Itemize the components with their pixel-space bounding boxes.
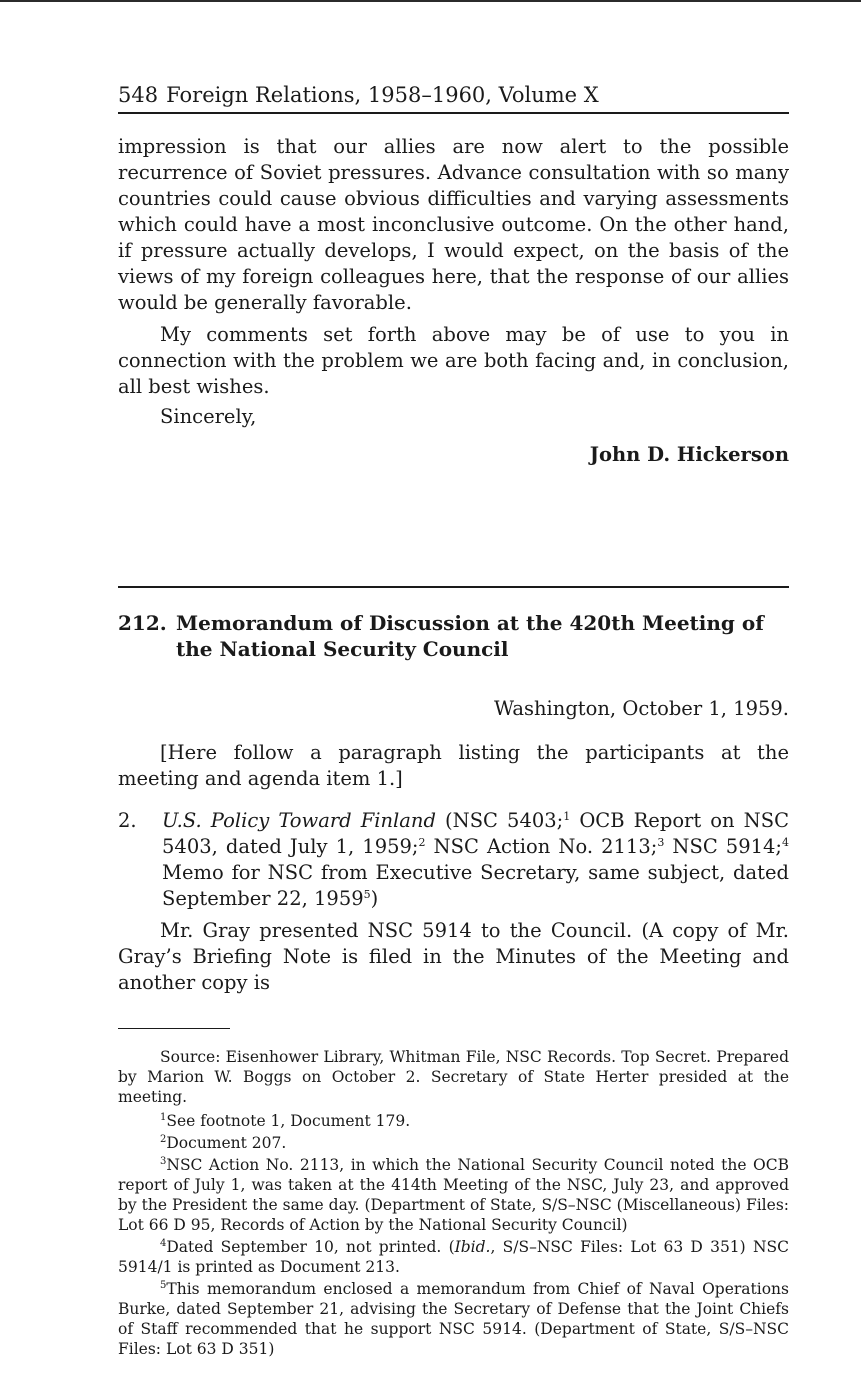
agenda-item-segment: Memo for NSC from Executive Secretary, same subject, dated September 22, 1959: [162, 860, 789, 910]
agenda-item-number: 2.: [118, 808, 137, 832]
agenda-item-segment: NSC Action No. 2113;: [425, 834, 658, 858]
footnote-text: This memorandum enclosed a memorandum from Chief of Naval Operations Burke, dated September 21, advising the Secretary of Defense that the Joint Chiefs of Staff recommended that he support NSC 5914. (Department of State, S/S–NSC Files: Lot 63 D 351): [118, 1280, 789, 1358]
footnote-ref[interactable]: 5: [363, 887, 371, 901]
letter-continuation-paragraph: impression is that our allies are now alert to the possible recurrence of Soviet pressures. Advance consultation with so many countries could cause obvious difficulties and varying assessments which could have a most inconclusive outcome. On the other hand, if pressure actually develops, I would expect, on the basis of the views of my foreign colleagues here, that the response of our allies would be generally favorable.: [118, 135, 789, 314]
footnote-5: [118, 1279, 789, 1359]
footnote-text: NSC Action No. 2113, in which the National Security Council noted the OCB report of July 1, was taken at the 414th Meeting of the NSC, July 23, and approved by the President the same day. (Department of State, S/S–NSC (Miscellaneous) Files: Lot 66 D 95, Records of Action by the National Security Council): [118, 1156, 789, 1234]
running-title: Foreign Relations, 1958–1960, Volume X: [166, 83, 599, 107]
page-number: 548: [118, 83, 159, 107]
footnote-mark: 2: [160, 1134, 167, 1145]
footnote-3: [118, 1155, 789, 1235]
source-note: Source: Eisenhower Library, Whitman File, NSC Records. Top Secret. Prepared by Marion W. Boggs on October 2. Secretary of State Herter presided at the meeting.: [118, 1048, 789, 1106]
footnote-mark: 3: [160, 1156, 167, 1167]
dateline: Washington, October 1, 1959.: [493, 696, 789, 720]
agenda-item-segment: (NSC 5403;: [435, 808, 564, 832]
footnote-mark: 4: [160, 1238, 167, 1249]
document-number: 212.: [118, 610, 167, 635]
footnote-ref[interactable]: 4: [782, 835, 789, 849]
footnote-text: Document 207.: [166, 1134, 287, 1152]
letter-closing-paragraph: My comments set forth above may be of use to you in connection with the problem we are both facing and, in conclusion, all best wishes.: [118, 323, 789, 398]
footnote-ibid: Ibid.: [454, 1238, 491, 1256]
footnote-1: [118, 1111, 789, 1131]
discussion-paragraph: Mr. Gray presented NSC 5914 to the Council. (A copy of Mr. Gray’s Briefing Note is filed in the Minutes of the Meeting and another copy is: [118, 918, 789, 994]
top-edge-rule: [0, 0, 861, 2]
agenda-item-segment: OCB Report on NSC 5403, dated July 1, 1959;: [162, 808, 789, 858]
footnote-mark: 1: [160, 1112, 167, 1123]
agenda-item-text: [162, 808, 789, 912]
footnote-mark: 5: [160, 1280, 167, 1291]
agenda-item-title: U.S. Policy Toward Finland: [162, 808, 436, 832]
footnote-text: See footnote 1, Document 179.: [166, 1112, 411, 1130]
footnote-text: Dated September 10, not printed. (: [166, 1238, 455, 1256]
agenda-item-segment: NSC 5914;: [664, 834, 782, 858]
section-divider: [118, 586, 789, 588]
page: [118, 80, 789, 1361]
footnote-ref[interactable]: 1: [563, 809, 571, 823]
footnote-text: , S/S–NSC Files: Lot 63 D 351) NSC 5914/1 is printed as Document 213.: [118, 1238, 789, 1276]
footnote-ref[interactable]: 3: [657, 835, 665, 849]
footnote-rule: [118, 1028, 230, 1030]
document-title: Memorandum of Discussion at the 420th Meeting of the National Security Council: [176, 610, 764, 661]
agenda-item-segment: ): [370, 886, 379, 910]
editorial-note: [Here follow a paragraph listing the participants at the meeting and agenda item 1.]: [118, 740, 789, 790]
agenda-item: [118, 808, 789, 912]
document-heading: [118, 610, 789, 662]
footnote-2: [118, 1133, 789, 1153]
complimentary-close: Sincerely,: [160, 405, 257, 428]
running-head: [118, 80, 789, 114]
footnotes: [118, 1047, 789, 1359]
footnote-4: [118, 1237, 789, 1277]
footnote-ref[interactable]: 2: [418, 835, 426, 849]
signature: John D. Hickerson: [589, 443, 789, 466]
